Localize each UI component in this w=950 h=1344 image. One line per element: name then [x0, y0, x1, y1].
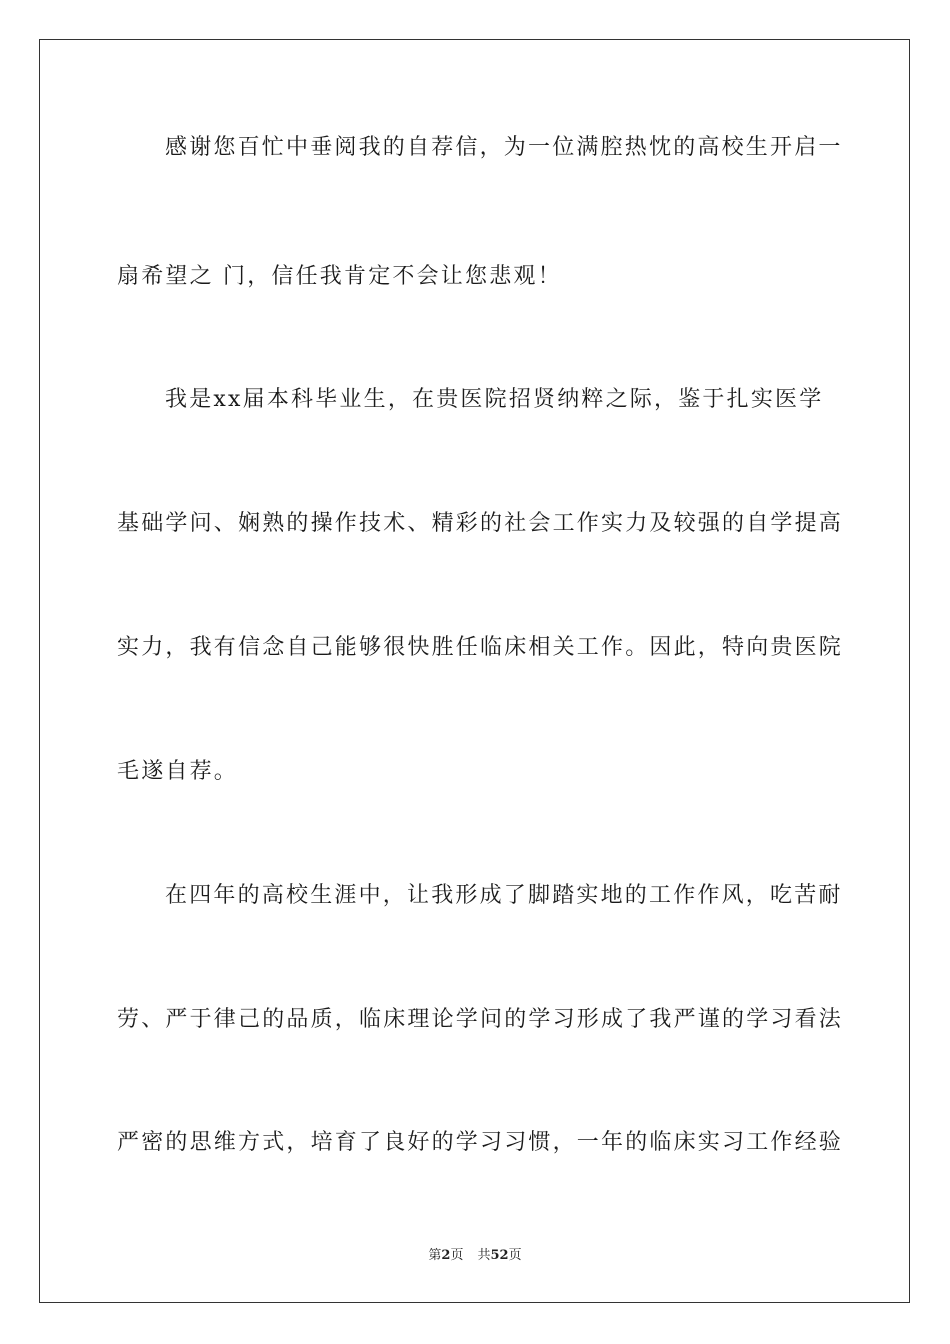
- page-footer: [0, 1247, 950, 1265]
- text-line-7: 在四年的高校生涯中，让我形成了脚踏实地的工作作风，吃苦耐: [165, 883, 843, 908]
- total-suffix: 页: [508, 1248, 522, 1263]
- text-line-1: 感谢您百忙中垂阅我的自荐信，为一位满腔热忱的高校生开启一: [165, 135, 843, 160]
- text-line-3: 我是xx届本科毕业生，在贵医院招贤纳粹之际，鉴于扎实医学: [165, 387, 824, 412]
- total-pages: 52: [490, 1248, 509, 1263]
- text-line-5: 实力，我有信念自己能够很快胜任临床相关工作。因此，特向贵医院: [117, 635, 844, 660]
- page-number: 2: [441, 1248, 451, 1263]
- text-line-4: 基础学问、娴熟的操作技术、精彩的社会工作实力及较强的自学提高: [117, 511, 844, 536]
- text-line-6: 毛遂自荐。: [117, 759, 239, 784]
- text-line-2: 扇希望之 门，信任我肯定不会让您悲观！: [117, 264, 562, 289]
- page-prefix: 第: [428, 1248, 442, 1263]
- page-suffix: 页: [450, 1248, 464, 1263]
- page-border: [39, 39, 910, 1303]
- text-line-9: 严密的思维方式，培育了良好的学习习惯，一年的临床实习工作经验: [117, 1130, 844, 1155]
- text-line-8: 劳、严于律己的品质，临床理论学问的学习形成了我严谨的学习看法: [117, 1007, 844, 1032]
- total-prefix: 共: [477, 1248, 491, 1263]
